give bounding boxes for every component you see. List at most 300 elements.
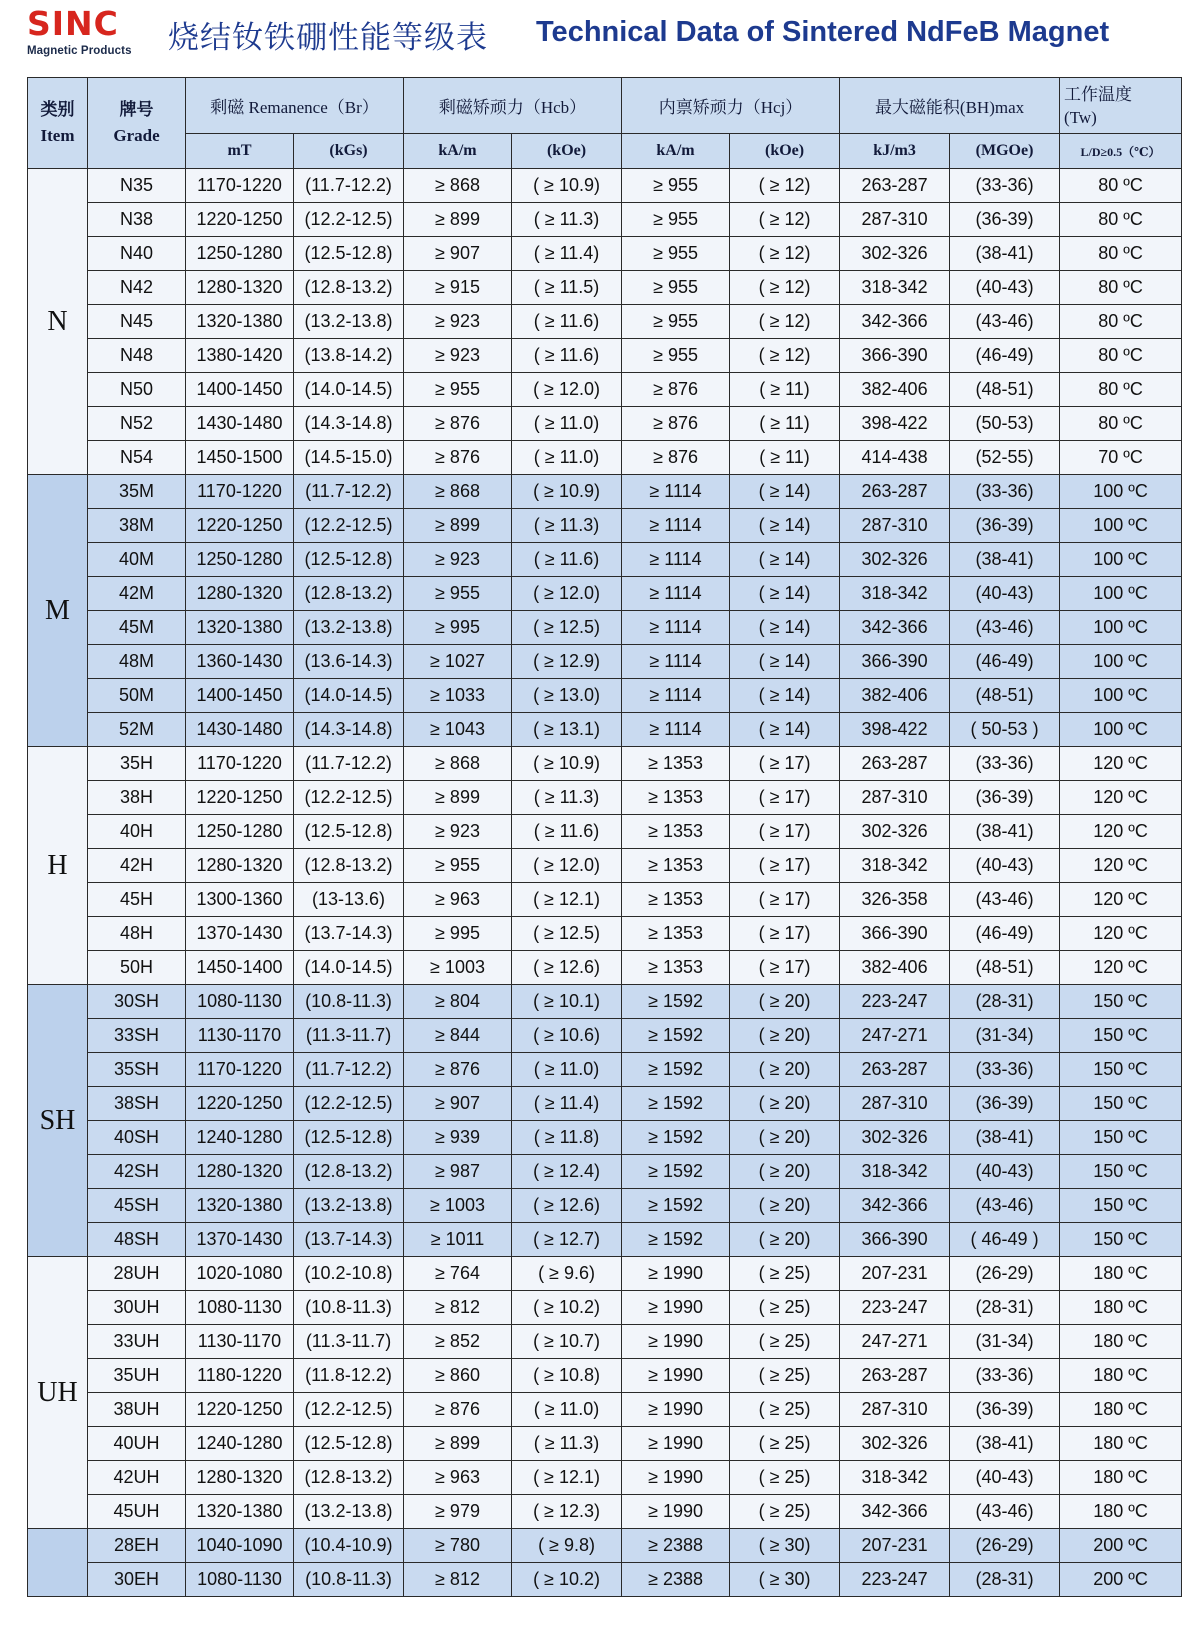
item-cn-label: 类别 — [40, 100, 75, 119]
value-cell: 70 ºC — [1060, 441, 1182, 475]
value-cell: 1240-1280 — [186, 1121, 294, 1155]
value-cell: 287-310 — [840, 203, 950, 237]
value-cell: ≥ 899 — [404, 781, 512, 815]
grade-cell: N52 — [88, 407, 186, 441]
value-cell: ( ≥ 12.5) — [512, 917, 622, 951]
value-cell: 1170-1220 — [186, 475, 294, 509]
value-cell: (40-43) — [950, 1461, 1060, 1495]
value-cell: 263-287 — [840, 475, 950, 509]
value-cell: ( ≥ 25) — [730, 1495, 840, 1529]
grade-cell: N45 — [88, 305, 186, 339]
value-cell: (38-41) — [950, 543, 1060, 577]
value-cell: 80 ºC — [1060, 169, 1182, 203]
value-cell: (12.5-12.8) — [294, 543, 404, 577]
value-cell: (12.2-12.5) — [294, 203, 404, 237]
value-cell: 318-342 — [840, 271, 950, 305]
value-cell: (14.0-14.5) — [294, 679, 404, 713]
value-cell: 180 ºC — [1060, 1393, 1182, 1427]
category-cell: M — [28, 475, 88, 747]
grade-cell: N48 — [88, 339, 186, 373]
value-cell: ( ≥ 25) — [730, 1461, 840, 1495]
value-cell: ( ≥ 13.0) — [512, 679, 622, 713]
value-cell: (43-46) — [950, 611, 1060, 645]
value-cell: 80 ºC — [1060, 271, 1182, 305]
grade-cell: 42H — [88, 849, 186, 883]
table-row — [28, 1359, 1182, 1393]
value-cell: 366-390 — [840, 339, 950, 373]
col-header-br: 剩磁 Remanence（Br） — [186, 78, 404, 134]
value-cell: 1250-1280 — [186, 543, 294, 577]
value-cell: ≥ 1353 — [622, 883, 730, 917]
value-cell: 1370-1430 — [186, 1223, 294, 1257]
value-cell: 414-438 — [840, 441, 950, 475]
value-cell: ≥ 1990 — [622, 1359, 730, 1393]
value-cell: (46-49) — [950, 645, 1060, 679]
value-cell: 180 ºC — [1060, 1427, 1182, 1461]
value-cell: ≥ 923 — [404, 339, 512, 373]
unit-hcb-koe: (kOe) — [512, 134, 622, 169]
value-cell: 1240-1280 — [186, 1427, 294, 1461]
value-cell: 120 ºC — [1060, 747, 1182, 781]
value-cell: 318-342 — [840, 849, 950, 883]
value-cell: (11.7-12.2) — [294, 747, 404, 781]
grade-cell: 50M — [88, 679, 186, 713]
value-cell: (43-46) — [950, 1495, 1060, 1529]
value-cell: (36-39) — [950, 781, 1060, 815]
value-cell: (38-41) — [950, 1427, 1060, 1461]
value-cell: ( ≥ 12.1) — [512, 883, 622, 917]
grade-cell: 38SH — [88, 1087, 186, 1121]
value-cell: ( ≥ 20) — [730, 1019, 840, 1053]
value-cell: 1380-1420 — [186, 339, 294, 373]
value-cell: 120 ºC — [1060, 917, 1182, 951]
value-cell: (13.7-14.3) — [294, 1223, 404, 1257]
value-cell: 398-422 — [840, 407, 950, 441]
value-cell: ( ≥ 11.4) — [512, 237, 622, 271]
table-row — [28, 407, 1182, 441]
value-cell: 342-366 — [840, 305, 950, 339]
grade-cell: 35SH — [88, 1053, 186, 1087]
value-cell: ≥ 923 — [404, 815, 512, 849]
value-cell: 223-247 — [840, 1291, 950, 1325]
col-header-hcj: 内禀矫顽力（Hcj） — [622, 78, 840, 134]
value-cell: ≥ 1990 — [622, 1461, 730, 1495]
value-cell: (36-39) — [950, 1087, 1060, 1121]
value-cell: 287-310 — [840, 509, 950, 543]
value-cell: (40-43) — [950, 577, 1060, 611]
value-cell: 1250-1280 — [186, 237, 294, 271]
value-cell: 1170-1220 — [186, 1053, 294, 1087]
value-cell: (33-36) — [950, 475, 1060, 509]
grade-cell: N54 — [88, 441, 186, 475]
table-row — [28, 1461, 1182, 1495]
value-cell: ( ≥ 25) — [730, 1393, 840, 1427]
value-cell: 80 ºC — [1060, 407, 1182, 441]
value-cell: 1370-1430 — [186, 917, 294, 951]
table-row — [28, 1053, 1182, 1087]
table-row — [28, 645, 1182, 679]
value-cell: (26-29) — [950, 1529, 1060, 1563]
value-cell: (13.2-13.8) — [294, 611, 404, 645]
value-cell: ( ≥ 11.0) — [512, 407, 622, 441]
value-cell: ≥ 963 — [404, 883, 512, 917]
value-cell: 1280-1320 — [186, 849, 294, 883]
value-cell: (10.2-10.8) — [294, 1257, 404, 1291]
value-cell: 100 ºC — [1060, 645, 1182, 679]
value-cell: (12.5-12.8) — [294, 815, 404, 849]
value-cell: ≥ 1990 — [622, 1257, 730, 1291]
grade-cell: 48SH — [88, 1223, 186, 1257]
category-group — [28, 1529, 1182, 1597]
unit-hcj-koe: (kOe) — [730, 134, 840, 169]
value-cell: 150 ºC — [1060, 1087, 1182, 1121]
logo-mark — [27, 6, 147, 42]
category-group — [28, 169, 1182, 475]
value-cell: ≥ 868 — [404, 475, 512, 509]
value-cell: 1220-1250 — [186, 509, 294, 543]
value-cell: 302-326 — [840, 1121, 950, 1155]
value-cell: ( ≥ 14) — [730, 713, 840, 747]
value-cell: ≥ 1043 — [404, 713, 512, 747]
value-cell: ( ≥ 11) — [730, 441, 840, 475]
value-cell: (10.8-11.3) — [294, 1291, 404, 1325]
category-group — [28, 985, 1182, 1257]
value-cell: ≥ 1114 — [622, 543, 730, 577]
value-cell: ≥ 1592 — [622, 1053, 730, 1087]
grade-cell: 33UH — [88, 1325, 186, 1359]
table-row — [28, 1019, 1182, 1053]
value-cell: (33-36) — [950, 1359, 1060, 1393]
value-cell: 150 ºC — [1060, 1155, 1182, 1189]
value-cell: (31-34) — [950, 1325, 1060, 1359]
value-cell: 1450-1400 — [186, 951, 294, 985]
value-cell: ( ≥ 14) — [730, 611, 840, 645]
item-en-label: Item — [40, 126, 75, 145]
value-cell: (11.8-12.2) — [294, 1359, 404, 1393]
grade-cell: 45H — [88, 883, 186, 917]
value-cell: ≥ 812 — [404, 1291, 512, 1325]
table-row — [28, 1121, 1182, 1155]
grade-cell: 40M — [88, 543, 186, 577]
value-cell: ≥ 995 — [404, 611, 512, 645]
value-cell: 302-326 — [840, 815, 950, 849]
unit-mgoe: (MGOe) — [950, 134, 1060, 169]
value-cell: 120 ºC — [1060, 781, 1182, 815]
value-cell: (11.7-12.2) — [294, 169, 404, 203]
value-cell: ≥ 1353 — [622, 951, 730, 985]
value-cell: 1220-1250 — [186, 1087, 294, 1121]
value-cell: (12.2-12.5) — [294, 1087, 404, 1121]
value-cell: ( ≥ 12.0) — [512, 373, 622, 407]
value-cell: 1360-1430 — [186, 645, 294, 679]
value-cell: ( ≥ 14) — [730, 577, 840, 611]
table-row — [28, 1393, 1182, 1427]
value-cell: 247-271 — [840, 1325, 950, 1359]
unit-kgs: (kGs) — [294, 134, 404, 169]
grade-en-label: Grade — [113, 126, 160, 145]
value-cell: 247-271 — [840, 1019, 950, 1053]
value-cell: 150 ºC — [1060, 985, 1182, 1019]
value-cell: (14.0-14.5) — [294, 373, 404, 407]
value-cell: 120 ºC — [1060, 849, 1182, 883]
grade-cell: 30SH — [88, 985, 186, 1019]
value-cell: 100 ºC — [1060, 713, 1182, 747]
value-cell: (13-13.6) — [294, 883, 404, 917]
value-cell: ≥ 955 — [622, 203, 730, 237]
value-cell: 150 ºC — [1060, 1223, 1182, 1257]
value-cell: ≥ 955 — [404, 577, 512, 611]
grade-cell: 35M — [88, 475, 186, 509]
value-cell: (10.8-11.3) — [294, 985, 404, 1019]
value-cell: ( ≥ 11) — [730, 407, 840, 441]
grade-cell: 38M — [88, 509, 186, 543]
value-cell: 1170-1220 — [186, 169, 294, 203]
table-row — [28, 1189, 1182, 1223]
value-cell: ≥ 907 — [404, 1087, 512, 1121]
value-cell: 318-342 — [840, 577, 950, 611]
value-cell: ≥ 852 — [404, 1325, 512, 1359]
value-cell: ≥ 915 — [404, 271, 512, 305]
category-group — [28, 1257, 1182, 1529]
value-cell: ( ≥ 12.5) — [512, 611, 622, 645]
value-cell: 1320-1380 — [186, 611, 294, 645]
value-cell: (13.7-14.3) — [294, 917, 404, 951]
value-cell: ≥ 955 — [404, 849, 512, 883]
value-cell: 287-310 — [840, 1087, 950, 1121]
grade-cell: 40H — [88, 815, 186, 849]
value-cell: ≥ 780 — [404, 1529, 512, 1563]
value-cell: 263-287 — [840, 1053, 950, 1087]
unit-hcj-kam: kA/m — [622, 134, 730, 169]
table-row — [28, 237, 1182, 271]
col-header-item — [28, 78, 88, 169]
table-row — [28, 1495, 1182, 1529]
value-cell: ≥ 812 — [404, 1563, 512, 1597]
value-cell: 263-287 — [840, 1359, 950, 1393]
value-cell: (12.5-12.8) — [294, 1427, 404, 1461]
value-cell: (12.8-13.2) — [294, 849, 404, 883]
value-cell: 1280-1320 — [186, 577, 294, 611]
value-cell: ( ≥ 12.0) — [512, 577, 622, 611]
value-cell: (40-43) — [950, 271, 1060, 305]
value-cell: ≥ 1114 — [622, 509, 730, 543]
value-cell: ≥ 1592 — [622, 1189, 730, 1223]
grade-cell: 50H — [88, 951, 186, 985]
table-row — [28, 203, 1182, 237]
category-group — [28, 747, 1182, 985]
value-cell: (28-31) — [950, 985, 1060, 1019]
value-cell: ≥ 955 — [404, 373, 512, 407]
value-cell: ( ≥ 12.6) — [512, 1189, 622, 1223]
grade-cell: 38H — [88, 781, 186, 815]
value-cell: ( ≥ 13.1) — [512, 713, 622, 747]
unit-hcb-kam: kA/m — [404, 134, 512, 169]
table-row — [28, 509, 1182, 543]
grade-cell: 28UH — [88, 1257, 186, 1291]
value-cell: ≥ 1592 — [622, 1223, 730, 1257]
grade-cell: N42 — [88, 271, 186, 305]
value-cell: ≥ 2388 — [622, 1563, 730, 1597]
value-cell: (43-46) — [950, 305, 1060, 339]
value-cell: (48-51) — [950, 373, 1060, 407]
value-cell: 1300-1360 — [186, 883, 294, 917]
unit-kjm3: kJ/m3 — [840, 134, 950, 169]
value-cell: (38-41) — [950, 815, 1060, 849]
value-cell: 382-406 — [840, 951, 950, 985]
value-cell: ≥ 1990 — [622, 1427, 730, 1461]
value-cell: (11.7-12.2) — [294, 1053, 404, 1087]
value-cell: 1220-1250 — [186, 203, 294, 237]
value-cell: ≥ 1592 — [622, 1019, 730, 1053]
value-cell: ( ≥ 14) — [730, 509, 840, 543]
value-cell: ( ≥ 20) — [730, 1121, 840, 1155]
value-cell: 1430-1480 — [186, 407, 294, 441]
value-cell: (14.3-14.8) — [294, 407, 404, 441]
value-cell: 1280-1320 — [186, 1155, 294, 1189]
value-cell: ≥ 923 — [404, 305, 512, 339]
col-header-temp — [1060, 78, 1182, 134]
value-cell: 180 ºC — [1060, 1325, 1182, 1359]
value-cell: 180 ºC — [1060, 1495, 1182, 1529]
value-cell: ( ≥ 25) — [730, 1359, 840, 1393]
value-cell: 180 ºC — [1060, 1461, 1182, 1495]
category-cell: SH — [28, 985, 88, 1257]
value-cell: ≥ 1114 — [622, 611, 730, 645]
value-cell: ( ≥ 11.8) — [512, 1121, 622, 1155]
value-cell: 1080-1130 — [186, 985, 294, 1019]
value-cell: ( ≥ 11) — [730, 373, 840, 407]
value-cell: ≥ 868 — [404, 747, 512, 781]
value-cell: ( ≥ 11.3) — [512, 781, 622, 815]
value-cell: 1280-1320 — [186, 271, 294, 305]
grade-cell: 42UH — [88, 1461, 186, 1495]
category-cell — [28, 1529, 88, 1597]
value-cell: 342-366 — [840, 611, 950, 645]
value-cell: ( ≥ 12) — [730, 271, 840, 305]
value-cell: ≥ 1592 — [622, 1121, 730, 1155]
value-cell: ( ≥ 20) — [730, 1189, 840, 1223]
value-cell: ( ≥ 11.4) — [512, 1087, 622, 1121]
value-cell: ≥ 955 — [622, 339, 730, 373]
value-cell: (12.8-13.2) — [294, 1155, 404, 1189]
value-cell: (12.8-13.2) — [294, 1461, 404, 1495]
value-cell: 382-406 — [840, 373, 950, 407]
table-row — [28, 917, 1182, 951]
table-row — [28, 883, 1182, 917]
value-cell: (12.2-12.5) — [294, 1393, 404, 1427]
unit-mt: mT — [186, 134, 294, 169]
value-cell: ( ≥ 10.2) — [512, 1563, 622, 1597]
value-cell: ( ≥ 10.9) — [512, 475, 622, 509]
value-cell: ≥ 899 — [404, 509, 512, 543]
value-cell: 1020-1080 — [186, 1257, 294, 1291]
temp-en-label: (Tw) — [1064, 107, 1097, 127]
table-row — [28, 271, 1182, 305]
value-cell: 1250-1280 — [186, 815, 294, 849]
value-cell: 263-287 — [840, 169, 950, 203]
value-cell: ( ≥ 14) — [730, 679, 840, 713]
table-row — [28, 849, 1182, 883]
value-cell: (48-51) — [950, 679, 1060, 713]
value-cell: 150 ºC — [1060, 1189, 1182, 1223]
value-cell: 302-326 — [840, 237, 950, 271]
value-cell: ( 46-49 ) — [950, 1223, 1060, 1257]
title-chinese: 烧结钕铁硼性能等级表 — [168, 20, 488, 56]
value-cell: ( ≥ 11.3) — [512, 509, 622, 543]
value-cell: ≥ 987 — [404, 1155, 512, 1189]
table-row — [28, 1427, 1182, 1461]
grade-cell: N40 — [88, 237, 186, 271]
value-cell: ≥ 2388 — [622, 1529, 730, 1563]
value-cell: 80 ºC — [1060, 339, 1182, 373]
value-cell: ( ≥ 11.0) — [512, 441, 622, 475]
value-cell: ≥ 1353 — [622, 849, 730, 883]
table-row — [28, 781, 1182, 815]
value-cell: ( ≥ 10.6) — [512, 1019, 622, 1053]
value-cell: 1220-1250 — [186, 1393, 294, 1427]
value-cell: 150 ºC — [1060, 1019, 1182, 1053]
value-cell: 80 ºC — [1060, 237, 1182, 271]
table-row — [28, 1529, 1182, 1563]
value-cell: ( ≥ 12) — [730, 203, 840, 237]
value-cell: ( 50-53 ) — [950, 713, 1060, 747]
table-row — [28, 985, 1182, 1019]
table-row — [28, 441, 1182, 475]
value-cell: ( ≥ 11.6) — [512, 815, 622, 849]
value-cell: (33-36) — [950, 169, 1060, 203]
value-cell: ( ≥ 9.6) — [512, 1257, 622, 1291]
value-cell: ≥ 1114 — [622, 577, 730, 611]
value-cell: ( ≥ 17) — [730, 781, 840, 815]
value-cell: ( ≥ 12.0) — [512, 849, 622, 883]
value-cell: ( ≥ 9.8) — [512, 1529, 622, 1563]
value-cell: ≥ 1592 — [622, 985, 730, 1019]
value-cell: 100 ºC — [1060, 577, 1182, 611]
value-cell: ≥ 876 — [404, 407, 512, 441]
table-row — [28, 1325, 1182, 1359]
value-cell: ≥ 939 — [404, 1121, 512, 1155]
value-cell: 1180-1220 — [186, 1359, 294, 1393]
value-cell: (38-41) — [950, 237, 1060, 271]
value-cell: ≥ 1003 — [404, 951, 512, 985]
value-cell: ( ≥ 25) — [730, 1427, 840, 1461]
value-cell: ≥ 955 — [622, 271, 730, 305]
col-header-grade — [88, 78, 186, 169]
value-cell: ≥ 923 — [404, 543, 512, 577]
table-row — [28, 1563, 1182, 1597]
value-cell: ( ≥ 20) — [730, 1087, 840, 1121]
value-cell: 1320-1380 — [186, 305, 294, 339]
value-cell: (40-43) — [950, 1155, 1060, 1189]
value-cell: ≥ 995 — [404, 917, 512, 951]
value-cell: 223-247 — [840, 985, 950, 1019]
value-cell: (43-46) — [950, 1189, 1060, 1223]
grade-cell: 45SH — [88, 1189, 186, 1223]
value-cell: ≥ 1114 — [622, 679, 730, 713]
value-cell: ≥ 1114 — [622, 475, 730, 509]
value-cell: (40-43) — [950, 849, 1060, 883]
value-cell: 180 ºC — [1060, 1257, 1182, 1291]
value-cell: ( ≥ 14) — [730, 645, 840, 679]
grade-cell: 45M — [88, 611, 186, 645]
value-cell: 180 ºC — [1060, 1359, 1182, 1393]
grade-cell: 33SH — [88, 1019, 186, 1053]
value-cell: 1080-1130 — [186, 1291, 294, 1325]
value-cell: ( ≥ 12) — [730, 237, 840, 271]
grade-cell: 42M — [88, 577, 186, 611]
value-cell: ≥ 876 — [404, 1053, 512, 1087]
magnet-grade-table — [27, 77, 1182, 1597]
